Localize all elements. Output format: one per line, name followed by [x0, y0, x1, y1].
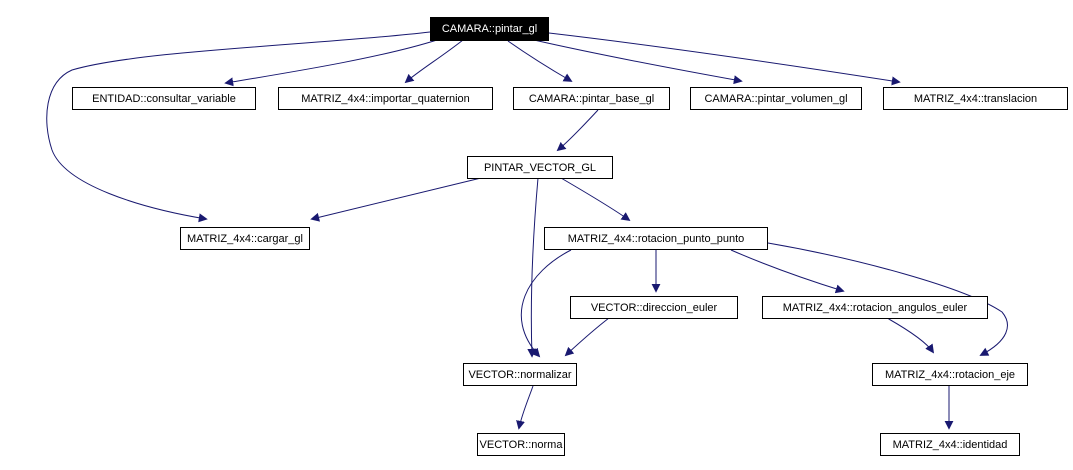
node-matriz4x4-rotacion-eje[interactable]: MATRIZ_4x4::rotacion_eje — [872, 363, 1028, 386]
edge-pintar-gl-to-cargar-gl — [47, 32, 430, 219]
edge-pintar-vector-gl-to-cargar-gl — [312, 178, 481, 219]
node-vector-norma[interactable]: VECTOR::norma — [477, 433, 565, 456]
edge-rotacion-angulos-euler-to-rotacion-eje — [887, 318, 933, 352]
node-entidad-consultar-variable[interactable]: ENTIDAD::consultar_variable — [72, 87, 256, 110]
node-matriz4x4-translacion[interactable]: MATRIZ_4x4::translacion — [883, 87, 1068, 110]
edge-pintar-gl-to-pintar-volumen-gl — [534, 40, 741, 81]
edge-pintar-gl-to-translacion — [549, 33, 899, 82]
node-camara-pintar-gl: CAMARA::pintar_gl — [430, 17, 549, 41]
node-vector-direccion-euler[interactable]: VECTOR::direccion_euler — [570, 296, 738, 319]
node-pintar-vector-gl[interactable]: PINTAR_VECTOR_GL — [467, 156, 613, 179]
node-camara-pintar-volumen-gl[interactable]: CAMARA::pintar_volumen_gl — [690, 87, 862, 110]
edge-pintar-vector-gl-to-rotacion-punto-punto — [561, 178, 629, 220]
edge-rotacion-punto-punto-to-rotacion-angulos-euler — [731, 250, 843, 291]
node-camara-pintar-base-gl[interactable]: CAMARA::pintar_base_gl — [513, 87, 670, 110]
edge-normalizar-to-norma — [519, 386, 533, 428]
node-matriz4x4-cargar-gl[interactable]: MATRIZ_4x4::cargar_gl — [180, 227, 310, 250]
edge-pintar-vector-gl-to-normalizar — [531, 178, 538, 356]
node-vector-normalizar[interactable]: VECTOR::normalizar — [463, 363, 577, 386]
node-matriz4x4-importar-quaternion[interactable]: MATRIZ_4x4::importar_quaternion — [278, 87, 493, 110]
edge-rotacion-punto-punto-to-normalizar — [521, 250, 571, 356]
node-matriz4x4-identidad[interactable]: MATRIZ_4x4::identidad — [880, 433, 1020, 456]
node-matriz4x4-rotacion-angulos-euler[interactable]: MATRIZ_4x4::rotacion_angulos_euler — [762, 296, 988, 319]
node-matriz4x4-rotacion-punto-punto[interactable]: MATRIZ_4x4::rotacion_punto_punto — [544, 227, 768, 250]
edge-pintar-gl-to-pintar-base-gl — [508, 41, 571, 81]
edge-direccion-euler-to-normalizar — [566, 318, 609, 355]
edge-pintar-base-gl-to-pintar-vector-gl — [558, 110, 598, 150]
